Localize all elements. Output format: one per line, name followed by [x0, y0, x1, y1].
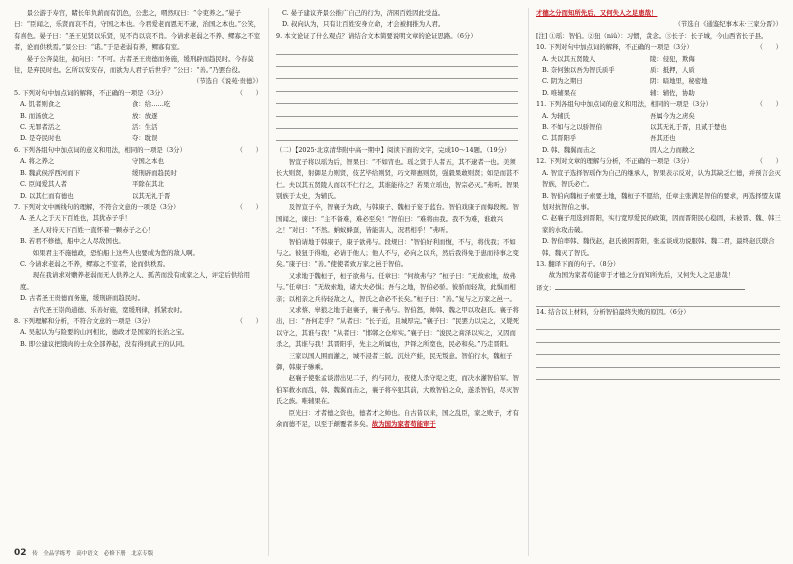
question-7 — [14, 202, 262, 213]
question-6 — [14, 145, 262, 156]
option-row[interactable]: C. 臣闻爱其人者 平除在其北 — [20, 180, 164, 189]
option-row[interactable]: D. 韩、魏翼而击之 因人之力而敝之 — [542, 145, 695, 154]
answer-blank[interactable]: （ ） — [236, 316, 262, 325]
answer-line[interactable] — [536, 318, 780, 330]
answer-blank[interactable]: （ ） — [756, 100, 782, 109]
passage-source: （节选自《通鉴纪事本末·三家分晋》） — [674, 20, 782, 29]
column-1 — [14, 8, 262, 350]
question-stem: 10. 下列对句中加点词的解释，不正确的一项是（3分） — [536, 43, 693, 52]
question-stem: 6. 下列各组句中加点词的意义和用法，相同的一项是（3分） — [14, 145, 186, 154]
option-row[interactable]: B. 而汤放之 放：放逐 — [20, 111, 158, 120]
passage-paragraph: 智宣子将以瑶为后，智果曰：“不如宵也。瑶之贤于人者五，其不逮者一也。美须长大则贤，射御足力则贤，伎艺毕给则贤，巧文辩惠则贤，强毅果敢则贤；如是而甚不仁。夫以其五贤陵人而以不仁行之，其谁能待之？若果立瑶也，智宗必灭。”弗听。智果别族于太史，为辅氏。 — [276, 157, 519, 200]
question-14: 14. 结合以上材料，分析智伯最终失败的原因。（6分） — [536, 307, 690, 316]
question-8 — [14, 316, 262, 327]
option-row[interactable]: D. 唯辅果在 辅：辅佐，协助 — [542, 88, 695, 97]
passage-paragraph: 臣光曰：才者德之资也，德者才之帅也。自古昔以来，国之乱臣，家之败子，才有余而德不足，以至于颠覆者多矣。故为国为家者苟能审于 — [276, 408, 519, 429]
answer-line[interactable] — [276, 92, 518, 104]
option-translation: 古代圣王崇尚道德、乐善好施，宽缓刑律，抓紧农时。 — [20, 305, 187, 314]
option[interactable]: B. 智伯向魏桓子索要土地，魏桓子不愿给，任章主张满足智伯的要求，再选择盟友谋划对抗智伯之事。 — [542, 191, 781, 211]
answer-blank[interactable]: （ ） — [236, 145, 262, 154]
question-stem: 5. 下列对句中加点词的解释，不正确的一项是（3分） — [14, 88, 167, 97]
translation-field[interactable] — [536, 282, 782, 294]
question-11 — [536, 99, 782, 110]
option-row[interactable]: C. 其晋阳乎 吾其还也 — [542, 134, 676, 143]
option-row[interactable]: A. 夫以其五贤陵人 陵：侵犯，欺侮 — [542, 54, 695, 63]
answer-blank[interactable]: （ ） — [236, 202, 262, 211]
option-translation: 圣人对待天下百姓一直怀着一颗赤子之心！ — [20, 225, 155, 234]
passage-paragraph: 晏子公奔莫往，叔向曰：“不可。古者圣王贵德而务施，缓刑辟而趋民时。今春莫往，是弃民时也。乞所以安安存，而欲为人君子后世乎？”公曰：“善。”乃罢台役。 — [14, 54, 254, 75]
answer-line[interactable] — [276, 55, 518, 67]
footnote: [注] ①瑶：智伯。②狃（niǔ）：习惯，贪念。③长子：长子城，今山西省长子县。 — [536, 31, 768, 40]
question-5 — [14, 88, 262, 99]
answer-line[interactable] — [276, 79, 518, 91]
option[interactable]: D. 叔向认为，只有让百姓安身立命，才会被拥推为人君。 — [282, 20, 445, 29]
passage-paragraph: 景公游于寿宫，睹长年负薪而有饥色，公悲之，喟然叹曰：“令吏养之。”晏子曰：“臣闻之，乐贤而哀不肖，守国之本也。今君爱老而恩无不逮，治国之本也。”公笑，有喜色。晏子曰：“圣王见贤以乐贤，见不肖以哀不肖。今请求老弱之不养、鳏寡之不室者，论而供秩焉。”景公曰：“诺。”于是老弱有养，鳏寡有室。 — [14, 9, 261, 52]
question-13: 13. 翻译下面的句子。（8分） — [536, 259, 620, 268]
option-row[interactable]: C. 无罪者活之 活：生活 — [20, 123, 158, 132]
answer-line[interactable] — [276, 42, 518, 54]
translation-input[interactable] — [555, 282, 745, 290]
answer-line[interactable] — [536, 294, 780, 306]
footer-text: 传 全品学练考 高中语文 必修下册 北京专版 — [32, 551, 154, 557]
passage-paragraph: 赵襄子使张孟谈潜出见二子，约与同力，夜使人杀守堤之吏，而决水灌智伯军。智伯军救水而乱，韩、魏翼而击之，襄子将卒犯其前，大败智伯之众，遂杀智伯，尽灭智氏之族。唯辅果在。 — [276, 374, 519, 406]
answer-line[interactable] — [536, 368, 780, 380]
passage-source: （节选自《说苑·贵德》） — [192, 77, 262, 86]
question-12 — [536, 156, 782, 167]
passage-paragraph: 及智宣子卒，智襄子为政，与韩康子、魏桓子宴于蓝台。智伯戏康子而侮段规。智国闻之，谏曰：“主不备难，难必至矣！”智伯曰：“难将由我。我不为难，谁敢兴之！”对曰：“不然。蚋蚁蜂虿，皆能害人，况君相乎！”弗听。 — [276, 203, 519, 235]
option[interactable]: C. 赵襄子用选到晋阳，实行宽厚爱民的政策，因而晋阳民心稳固，未被晋、魏、韩三家的水攻击破。 — [542, 214, 781, 234]
option[interactable]: A. 吴起认为与险要的山河相比，德政才是国家的长治之宝。 — [20, 328, 189, 337]
option-translation: 如果君主不施德政，恐怕船上这些人也要成为您的敌人啊。 — [20, 248, 199, 257]
question-stem: 11. 下列各组句中加点词的意义和用法，相同的一项是（3分） — [536, 100, 713, 109]
answer-line[interactable] — [276, 117, 518, 129]
page-footer — [14, 548, 153, 558]
column-3 — [536, 8, 782, 380]
option[interactable]: B. 若君不修德，船中之人尽敌国也。 — [20, 237, 125, 246]
option-row[interactable]: B. 奈何独以吾为智氏质乎 质：抵押，人质 — [542, 66, 695, 75]
section-heading: （二）【2025·北京清华附中高一期中】阅读下面的文字，完成10～14题。（19分） — [276, 146, 511, 155]
option-row[interactable]: D. 是夺民时也 夺：耽误 — [20, 134, 158, 143]
page-number: 02 — [14, 548, 27, 558]
question-10 — [536, 42, 782, 53]
translation-label: 译文： — [536, 283, 556, 292]
answer-blank[interactable]: （ ） — [756, 157, 782, 166]
option[interactable]: C. 晏子建议齐景公推广自己的行为，济困百姓因此受益。 — [282, 9, 445, 17]
answer-blank[interactable]: （ ） — [756, 43, 782, 52]
option[interactable]: D. 智伯率韩、魏伐赵，赵氏被困晋阳，张孟谈成功说服韩、魏二君，最终赵氏联合韩、魏灭了智氏。 — [542, 237, 775, 257]
passage-paragraph: 又求地于魏桓子，桓子欲弗与。任章曰：“何故弗与？”桓子曰：“无故索地，故弗与。”任章曰：“无故索地，诸大夫必惧；吾与之地，智伯必骄。彼骄而轻敌，此惧而相亲；以相亲之兵待轻敌之人，智氏之命必不长矣。”桓子曰：“善。”复与之万家之邑一。 — [276, 271, 516, 303]
passage-paragraph: 三家以国人围而灌之，城不浸者三版。沉灶产蛙，民无叛意。智伯行水，魏桓子御，韩康子骖乘。 — [276, 351, 513, 372]
answer-line[interactable] — [536, 343, 780, 355]
question-9: 9. 本文论证了什么观点？请结合文本简要说明文章的论证思路。（6分） — [276, 31, 477, 40]
passage-paragraph: 又求蔡、皋狼之地于赵襄子，襄子弗与。智伯怒，帅韩、魏之甲以攻赵氏。襄子将出，曰：“吾何走乎？”从者曰：“长子近，且城厚完。”襄子曰：“民罢力以完之，又毙死以守之，其谁与我！”从者曰：“邯郸之仓库实。”襄子曰：“浚民之膏泽以实之，又因而杀之，其谁与我！其晋阳乎，先主之所属也，尹铎之所宽也，民必和矣。”乃走晋阳。 — [276, 306, 520, 349]
answer-line[interactable] — [276, 67, 518, 79]
option[interactable]: C. 今请求老弱之不养，鳏寡之不室者，论而供秩焉。 — [20, 259, 170, 268]
option-translation: 现在我请求对赡养老弱而无人供养之人、孤苦而没有成家之人，评定后供给用度。 — [20, 271, 251, 291]
translation-sentence: 故为国为家者苟能审于才德之分而知所先后，又何失人之足患哉！ — [548, 271, 735, 280]
answer-line[interactable] — [536, 355, 780, 367]
answer-blank[interactable]: （ ） — [236, 88, 262, 97]
option-row[interactable]: A. 饥者则食之 食：给……吃 — [20, 100, 171, 109]
option[interactable]: D. 古者圣王贵德而务施，缓刑辟而趋民时。 — [20, 294, 144, 303]
question-stem: 8. 下列理解和分析，不符合文意的一项是（3分） — [14, 316, 155, 325]
answer-line[interactable] — [276, 104, 518, 116]
column-2 — [276, 8, 520, 431]
answer-line[interactable] — [536, 330, 780, 342]
option-row[interactable]: A. 将之养之 守国之本也 — [20, 157, 164, 166]
option-row[interactable]: C. 阴为之期日 阴：暗地里，秘密地 — [542, 77, 708, 86]
underlined-sentence: 才德之分而知所先后，又何失人之足患哉！ — [536, 9, 658, 17]
option[interactable]: A. 圣人之于天下百姓也，其犹赤子乎！ — [20, 214, 131, 223]
option-row[interactable]: D. 以其仁而有德也 以其无礼于晋 — [20, 191, 171, 200]
option-row[interactable]: A. 为辅氏 吾属今为之虏矣 — [542, 111, 695, 120]
option-row[interactable]: B. 魏武侯浮西河而下 缓刑辟而趋民时 — [20, 168, 177, 177]
option[interactable]: A. 智宣子选择智瑶作为自己的继承人，智果表示反对，认为其缺乏仁德，并预言会灭智族，智氏必亡。 — [542, 168, 781, 189]
underlined-sentence: 故为国为家者苟能审于 — [371, 420, 436, 429]
question-stem: 12. 下列对文章的理解与分析，不正确的一项是（3分） — [536, 157, 693, 166]
passage-paragraph: 智伯请地于韩康子，康子欲弗与。段规曰：“智伯好利而愎，不与，将伐我；不如与之。彼狃于得地，必请于他人；他人不与，必向之以兵，然后我得免于患而待事之变矣。”康子曰：“善。”使使者致万家之邑于智伯。 — [276, 237, 519, 269]
column-divider — [268, 8, 269, 556]
column-divider — [528, 8, 529, 556]
option-row[interactable]: B. 不如与之以骄智伯 以其无礼于晋，且贰于楚也 — [542, 123, 727, 132]
option[interactable]: B. 即公建议把饿肉的士众全部养起，没有得到武王的认同。 — [20, 339, 189, 348]
question-stem: 7. 下列对文中画线句的理解，不符合文意的一项是（3分） — [14, 202, 180, 211]
answer-line[interactable] — [276, 129, 518, 141]
